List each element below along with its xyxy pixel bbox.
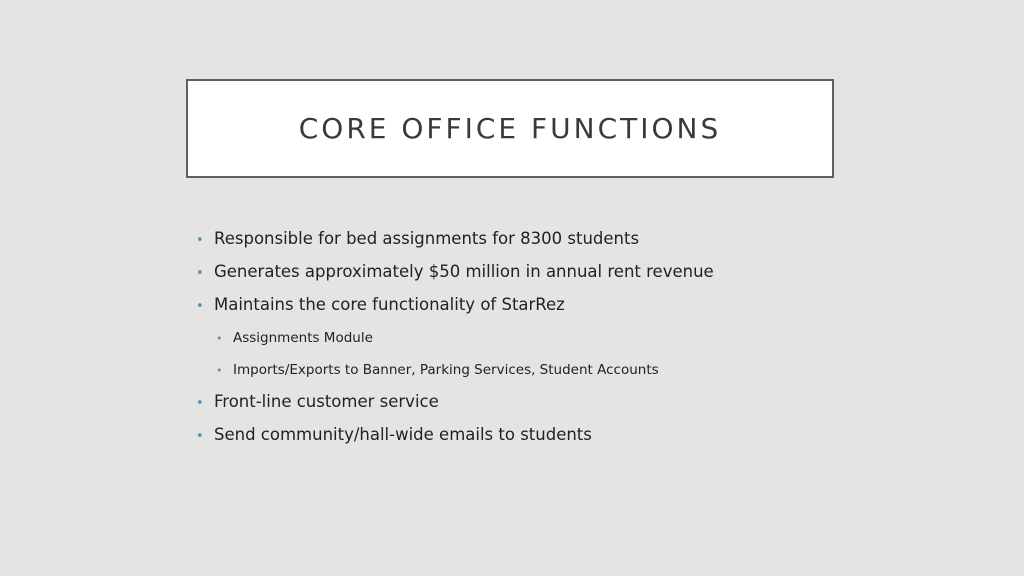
sub-bullet-text: Assignments Module <box>233 330 373 346</box>
bullet-item <box>196 294 916 327</box>
sub-bullet-text: Imports/Exports to Banner, Parking Services, Student Accounts <box>233 362 659 378</box>
bullet-item <box>196 424 916 457</box>
bullet-dot-icon: • <box>196 233 204 248</box>
slide-title: CORE OFFICE FUNCTIONS <box>298 112 722 145</box>
title-box <box>186 79 834 178</box>
bullet-text: Responsible for bed assignments for 8300 students <box>214 229 640 248</box>
bullet-dot-icon: • <box>216 332 223 345</box>
bullet-text: Send community/hall-wide emails to students <box>214 425 592 444</box>
sub-bullet-item <box>196 359 916 391</box>
sub-bullet-item <box>196 327 916 359</box>
bullet-dot-icon: • <box>196 266 204 281</box>
bullet-item <box>196 261 916 294</box>
bullet-dot-icon: • <box>196 429 204 444</box>
bullet-text: Generates approximately $50 million in annual rent revenue <box>214 262 714 281</box>
bullet-dot-icon: • <box>196 396 204 411</box>
bullet-item <box>196 391 916 424</box>
bullet-text: Front-line customer service <box>214 392 439 411</box>
bullet-dot-icon: • <box>216 364 223 377</box>
bullet-list <box>196 228 916 457</box>
bullet-text: Maintains the core functionality of StarRez <box>214 295 565 314</box>
bullet-dot-icon: • <box>196 299 204 314</box>
bullet-item <box>196 228 916 261</box>
